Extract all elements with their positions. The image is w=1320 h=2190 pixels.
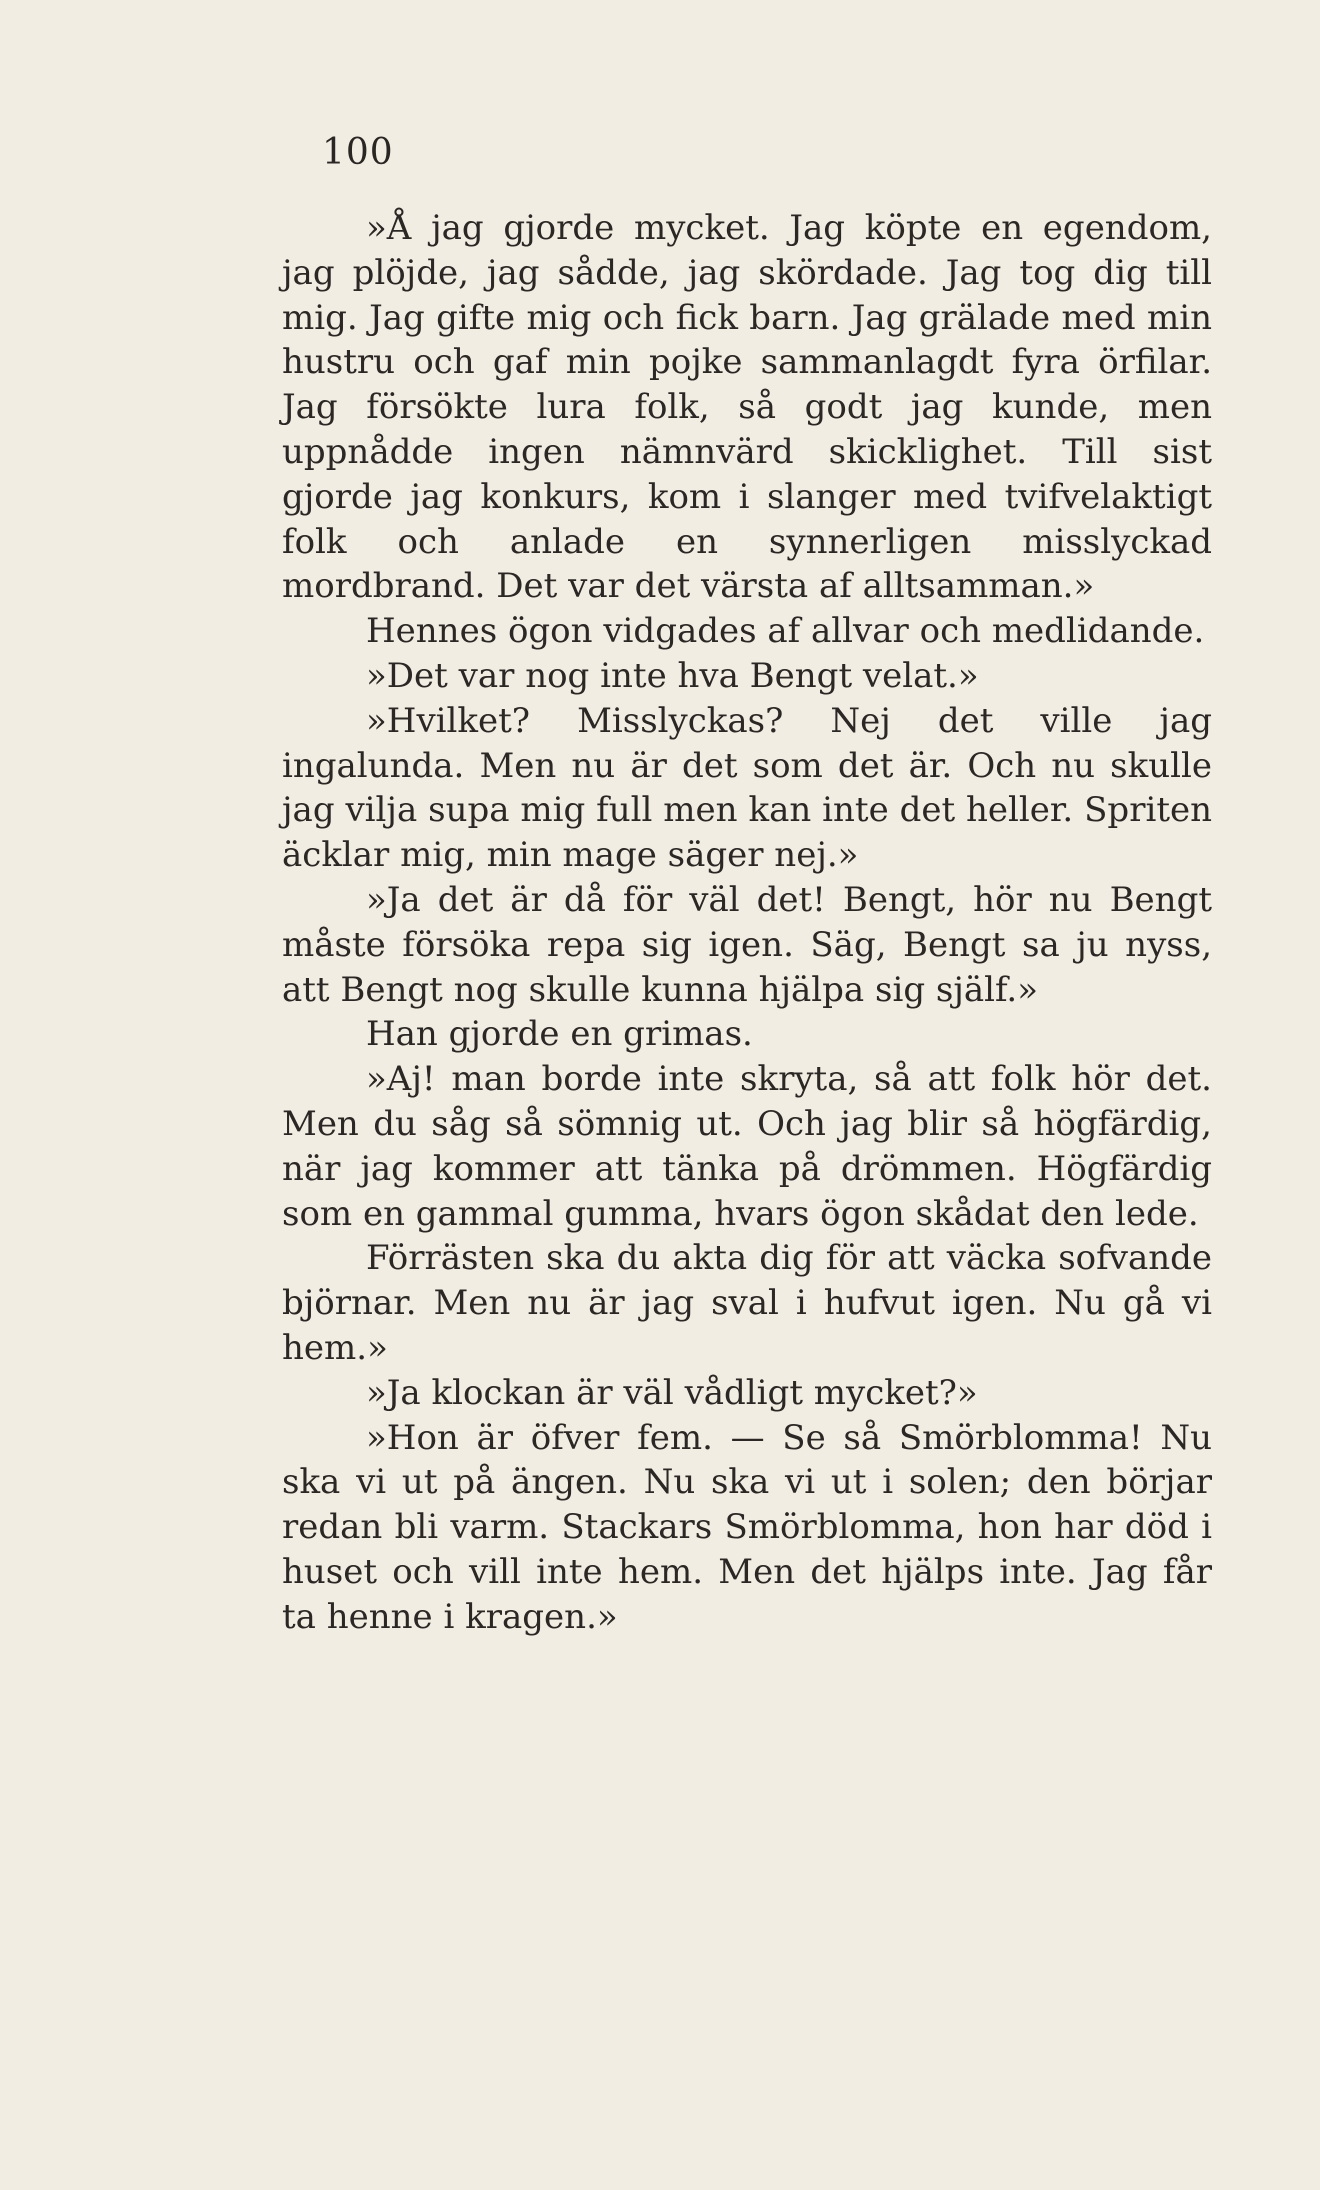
paragraph: »Å jag gjorde mycket. Jag köpte en egendom, jag plöjde, jag sådde, jag skördade. Jag tog dig till mig. Jag gifte mig och fick barn. Jag grälade med min hustru och gaf min pojke sammanlagdt fyra örfilar. Jag försökte lura folk, så godt jag kunde, men uppnådde ingen nämnvärd skicklighet. Till sist gjorde jag konkurs, kom i slanger med tvifvelaktigt folk och anlade en synnerligen misslyckad mordbrand. Det var det värsta af alltsamman.» [282, 208, 1212, 607]
paragraph: Hennes ögon vidgades af allvar och medlidande. [366, 611, 1205, 652]
body-text [282, 206, 1212, 1640]
paragraph: »Det var nog inte hva Bengt velat.» [366, 655, 979, 696]
paragraph: »Ja klockan är väl vådligt mycket?» [366, 1372, 978, 1413]
paragraph: »Ja det är då för väl det! Bengt, hör nu Bengt måste försöka repa sig igen. Säg, Bengt sa ju nyss, att Bengt nog skulle kunna hjälpa sig själf.» [282, 879, 1212, 1010]
paragraph: Förrästen ska du akta dig för att väcka sofvande björnar. Men nu är jag sval i hufvut igen. Nu gå vi hem.» [282, 1238, 1212, 1368]
paragraph: »Hvilket? Misslyckas? Nej det ville jag ingalunda. Men nu är det som det är. Och nu skulle jag vilja supa mig full men kan inte det heller. Spriten äcklar mig, min mage säger nej.» [282, 700, 1212, 876]
page-number: 100 [322, 132, 394, 173]
paragraph: »Hon är öfver fem. — Se så Smörblomma! Nu ska vi ut på ängen. Nu ska vi ut i solen; den börjar redan bli varm. Stackars Smörblomma, hon har död i huset och vill inte hem. Men det hjälps inte. Jag får ta henne i kragen.» [282, 1417, 1212, 1637]
paragraph: Han gjorde en grimas. [366, 1014, 753, 1055]
paragraph: »Aj! man borde inte skryta, så att folk hör det. Men du såg så sömnig ut. Och jag blir så högfärdig, när jag kommer att tänka på drömmen. Högfärdig som en gammal gumma, hvars ögon skådat den lede. [282, 1059, 1212, 1234]
